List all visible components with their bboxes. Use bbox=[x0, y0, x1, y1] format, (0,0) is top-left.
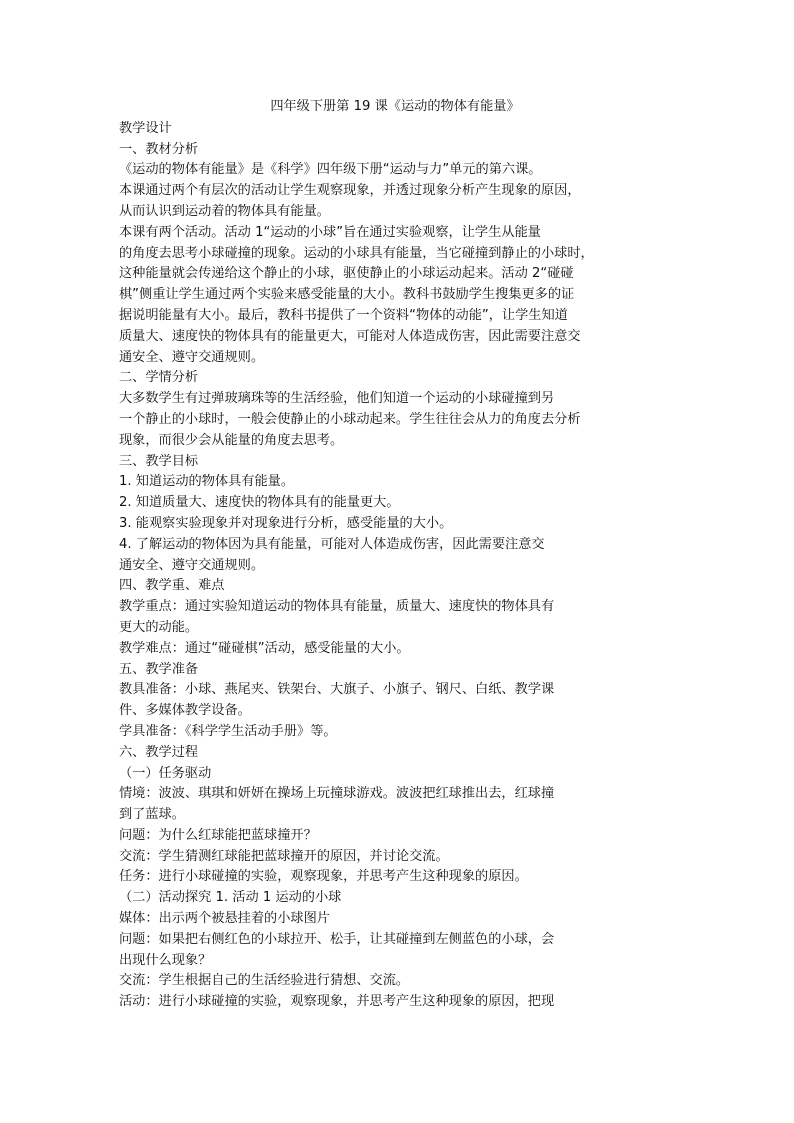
document-title: 四年级下册第 19 课《运动的物体有能量》 bbox=[270, 99, 520, 114]
text-line: 活动：进行小球碰撞的实验，观察现象，并思考产生这种现象的原因，把现 bbox=[119, 994, 555, 1010]
text-line: 媒体：出示两个被悬挂着的小球图片 bbox=[119, 911, 330, 927]
text-line: 一个静止的小球时，一般会使静止的小球动起来。学生往往会从力的角度去分析 bbox=[119, 411, 581, 427]
text-line: 1. 知道运动的物体具有能量。 bbox=[119, 474, 295, 490]
text-line: 从而认识到运动着的物体具有能量。 bbox=[119, 203, 330, 219]
text-line: （一）任务驱动 bbox=[119, 765, 212, 781]
text-line: 出现什么现象？ bbox=[119, 952, 212, 968]
text-line: 本课通过两个有层次的活动让学生观察现象，并透过现象分析产生现象的原因， bbox=[119, 183, 581, 199]
text-line: 3. 能观察实验现象并对现象进行分析，感受能量的大小。 bbox=[119, 515, 453, 531]
text-line: 一、教材分析 bbox=[119, 141, 199, 157]
text-line: 问题：如果把右侧红色的小球拉开、松手，让其碰撞到左侧蓝色的小球，会 bbox=[119, 931, 555, 947]
text-line: 《运动的物体有能量》是《科学》四年级下册“运动与力”单元的第六课。 bbox=[119, 162, 542, 178]
text-line: （二）活动探究 1. 活动 1 运动的小球 bbox=[119, 890, 342, 906]
text-line: 情境：波波、琪琪和妍妍在操场上玩撞球游戏。波波把红球推出去，红球撞 bbox=[119, 786, 555, 802]
text-line: 教学重点：通过实验知道运动的物体具有能量，质量大、速度快的物体具有 bbox=[119, 599, 555, 615]
text-line: 教学难点：通过“碰碰棋”活动，感受能量的大小。 bbox=[119, 640, 410, 656]
text-line: 本课有两个活动。活动 1“运动的小球”旨在通过实验观察，让学生从能量 bbox=[119, 224, 541, 240]
text-line: 棋”侧重让学生通过两个实验来感受能量的大小。教科书鼓励学生搜集更多的证 bbox=[119, 287, 575, 303]
text-line: 这种能量就会传递给这个静止的小球，驱使静止的小球运动起来。活动 2“碰碰 bbox=[119, 266, 574, 282]
text-line: 质量大、速度快的物体具有的能量更大，可能对人体造成伤害，因此需要注意交 bbox=[119, 328, 581, 344]
text-line: 六、教学过程 bbox=[119, 744, 199, 760]
text-line: 二、学情分析 bbox=[119, 370, 199, 386]
text-line: 更大的动能。 bbox=[119, 619, 199, 635]
text-line: 件、多媒体教学设备。 bbox=[119, 703, 251, 719]
text-line: 通安全、遵守交通规则。 bbox=[119, 557, 265, 573]
document-body bbox=[119, 97, 619, 1013]
text-line: 交流：学生猜测红球能把蓝球撞开的原因，并讨论交流。 bbox=[119, 848, 449, 864]
text-line: 的角度去思考小球碰撞的现象。运动的小球具有能量，当它碰撞到静止的小球时， bbox=[119, 245, 594, 261]
text-line: 交流：学生根据自己的生活经验进行猜想、交流。 bbox=[119, 973, 410, 989]
text-line: 到了蓝球。 bbox=[119, 807, 185, 823]
text-lines bbox=[119, 119, 619, 1013]
text-line: 教学设计 bbox=[119, 120, 172, 136]
text-line: 通安全、遵守交通规则。 bbox=[119, 349, 265, 365]
text-line: 4. 了解运动的物体因为具有能量，可能对人体造成伤害，因此需要注意交 bbox=[119, 536, 545, 552]
text-line: 教具准备：小球、燕尾夹、铁架台、大旗子、小旗子、钢尺、白纸、教学课 bbox=[119, 682, 555, 698]
text-line: 学具准备：《科学学生活动手册》等。 bbox=[119, 723, 337, 739]
text-line: 问题：为什么红球能把蓝球撞开？ bbox=[119, 827, 317, 843]
text-line: 三、教学目标 bbox=[119, 453, 199, 469]
text-line: 大多数学生有过弹玻璃珠等的生活经验，他们知道一个运动的小球碰撞到另 bbox=[119, 391, 555, 407]
text-line: 任务：进行小球碰撞的实验，观察现象，并思考产生这种现象的原因。 bbox=[119, 869, 528, 885]
text-line: 据说明能量有大小。最后，教科书提供了一个资料“物体的动能”，让学生知道 bbox=[119, 307, 568, 323]
text-line: 四、教学重、难点 bbox=[119, 578, 225, 594]
text-line: 2. 知道质量大、速度快的物体具有的能量更大。 bbox=[119, 495, 400, 511]
text-line: 现象，而很少会从能量的角度去思考。 bbox=[119, 432, 344, 448]
text-line: 五、教学准备 bbox=[119, 661, 199, 677]
